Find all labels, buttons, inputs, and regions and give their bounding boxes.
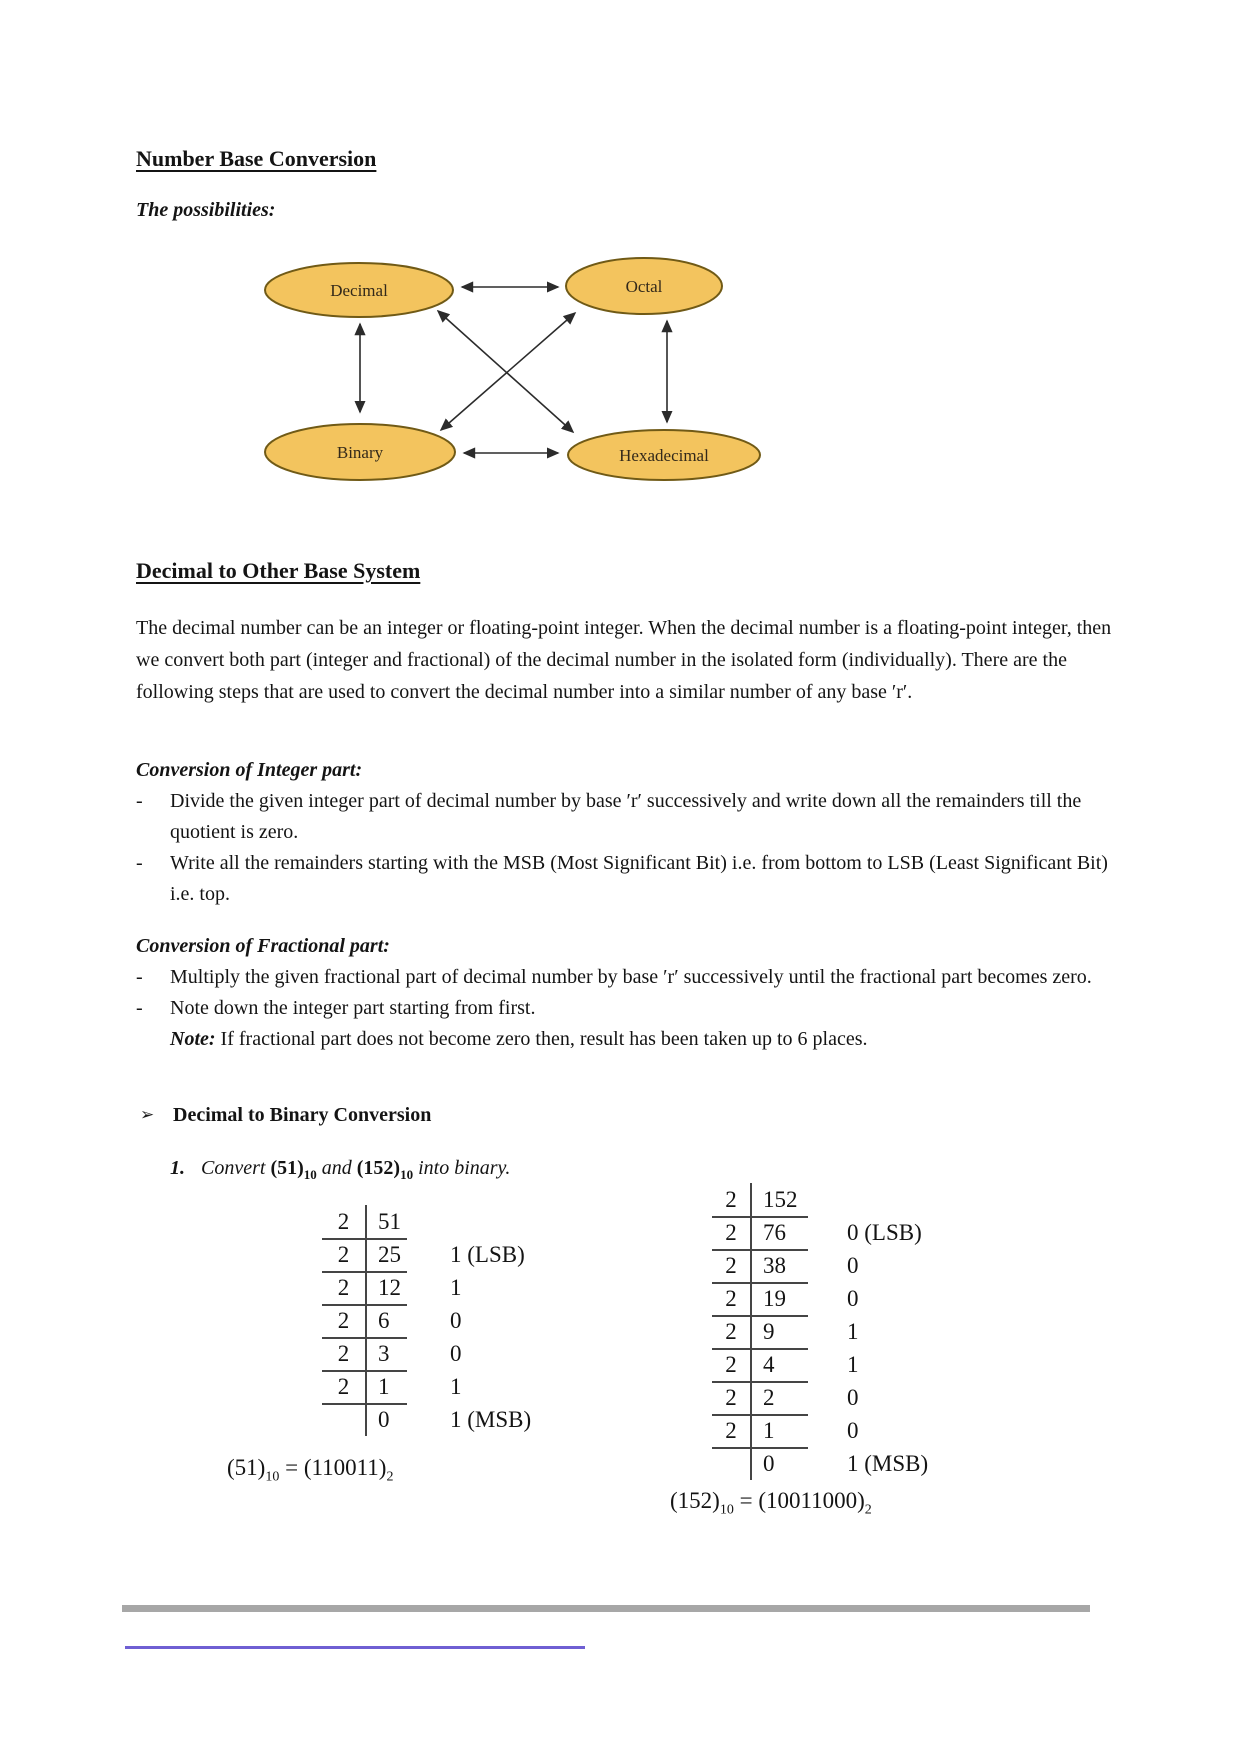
table-row: 2 1 0 xyxy=(712,1414,928,1447)
division-table-152 xyxy=(712,1183,928,1480)
integer-bullet-1: - Divide the given integer part of decimal number by base ′r′ successively and write down all the remainders till the quotient is zero. xyxy=(136,786,1121,848)
base-conversion-diagram xyxy=(230,240,790,490)
dash-bullet: - xyxy=(136,852,143,874)
result-51: $(51)_{10} = (110011)_2$ xyxy=(227,1455,394,1485)
node-hexadecimal-label: Hexadecimal xyxy=(619,446,709,465)
table-row: 2 3 0 xyxy=(322,1337,531,1370)
table-row: 2 38 0 xyxy=(712,1249,928,1282)
integer-part-heading: Conversion of Integer part: xyxy=(136,759,363,781)
footnote-rule xyxy=(125,1646,585,1649)
table-row: 0 1 (MSB) xyxy=(712,1447,928,1480)
table-row: 2 19 0 xyxy=(712,1282,928,1315)
page-separator-bar xyxy=(122,1605,1090,1612)
section-heading-decimal-to-other-base: Decimal to Other Base System xyxy=(136,558,421,583)
fractional-bullet-2: - Note down the integer part starting from first. xyxy=(136,993,1121,1024)
table-row: 2 9 1 xyxy=(712,1315,928,1348)
node-decimal-label: Decimal xyxy=(330,281,388,300)
node-binary xyxy=(265,424,455,480)
table-row: 0 1 (MSB) xyxy=(322,1403,531,1436)
integer-bullet-2: - Write all the remainders starting with the MSB (Most Significant Bit) i.e. from bottom to LSB (Least Significant Bit) i.e. top. xyxy=(136,848,1121,910)
node-octal xyxy=(566,258,722,314)
dash-bullet: - xyxy=(136,790,143,812)
binary-conversion-heading: ➢ Decimal to Binary Conversion xyxy=(140,1104,432,1126)
table-row: 2 25 1 (LSB) xyxy=(322,1238,531,1271)
fractional-part-heading: Conversion of Fractional part: xyxy=(136,935,390,957)
fractional-part-section xyxy=(136,930,1121,1055)
division-table-51 xyxy=(322,1205,531,1436)
node-decimal xyxy=(265,263,453,317)
note-label: Note: xyxy=(170,1028,216,1050)
node-octal-label: Octal xyxy=(625,277,663,296)
arrowhead-bullet-icon: ➢ xyxy=(140,1105,155,1124)
arrow-octal-binary xyxy=(441,313,575,430)
node-binary-label: Binary xyxy=(336,443,384,462)
fractional-note: Note: If fractional part does not become zero then, result has been taken up to 6 places. xyxy=(170,1028,868,1050)
table-row: 2 6 0 xyxy=(322,1304,531,1337)
integer-part-section xyxy=(136,754,1121,910)
example-text: Convert $(51)_{10}$ and $(152)_{10}$ into binary. xyxy=(201,1157,511,1182)
fractional-bullet-1: - Multiply the given fractional part of decimal number by base ′r′ successively until the fractional part becomes zero. xyxy=(136,962,1121,993)
table-row: 2 76 0 (LSB) xyxy=(712,1216,928,1249)
arrow-decimal-hexadecimal xyxy=(438,311,573,432)
dash-bullet: - xyxy=(136,966,143,988)
table-row: 2 12 1 xyxy=(322,1271,531,1304)
page-title: Number Base Conversion xyxy=(136,146,377,171)
table-row: 2 2 0 xyxy=(712,1381,928,1414)
intro-paragraph: The decimal number can be an integer or floating-point integer. When the decimal number is a floating-point integer, then we convert both part (integer and fractional) of the decimal number in the isolated form (individually). There are the following steps that are used to convert the decimal number into a similar number of any base ′r′. xyxy=(136,617,1112,703)
result-152: $(152)_{10} = (10011000)_2$ xyxy=(670,1488,872,1518)
example-number: 1. xyxy=(170,1157,185,1179)
table-row: 2 1 1 xyxy=(322,1370,531,1403)
table-row: 2 4 1 xyxy=(712,1348,928,1381)
table-row: 2 51 xyxy=(322,1205,531,1238)
example-1-prompt xyxy=(170,1155,510,1188)
node-hexadecimal xyxy=(568,430,760,480)
possibilities-subtitle: The possibilities: xyxy=(136,199,276,221)
dash-bullet: - xyxy=(136,997,143,1019)
table-row: 2 152 xyxy=(712,1183,928,1216)
